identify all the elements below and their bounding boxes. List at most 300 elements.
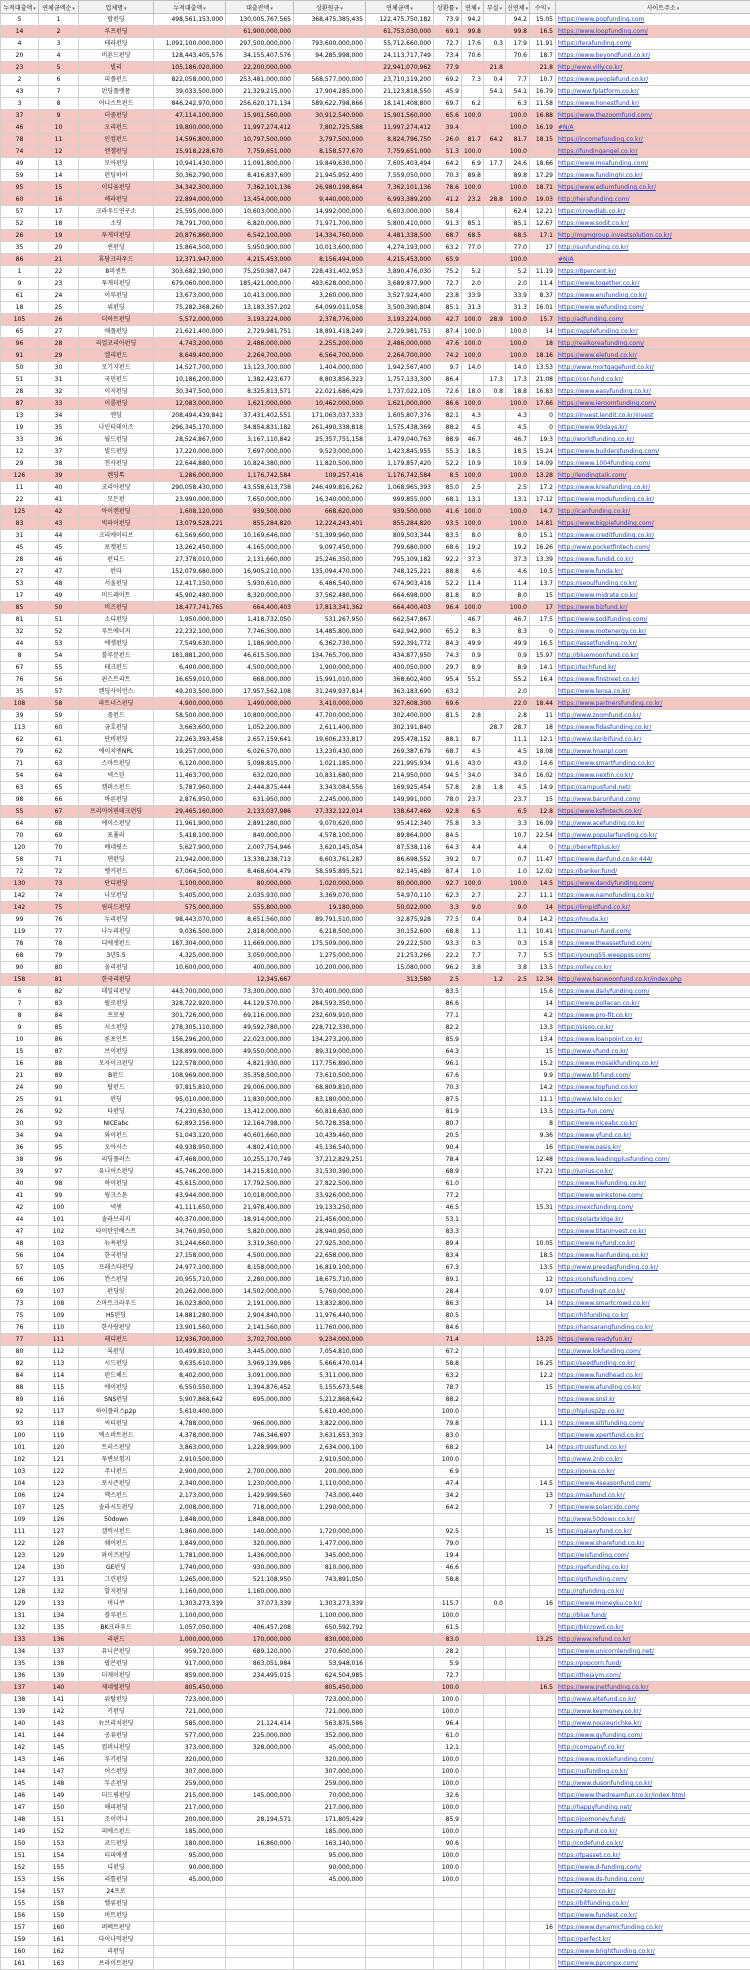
site-link[interactable]: http://worldfunding.co.kr/ [556, 434, 750, 446]
site-link[interactable]: http://www.acefunding.co.kr/ [556, 818, 750, 830]
site-link[interactable]: https://crowdlab.co.kr/ [556, 206, 750, 218]
table-cell [366, 1478, 434, 1490]
site-link[interactable]: http://www.lokfunding.com/ [556, 1346, 750, 1358]
table-cell: 2.8 [462, 710, 484, 722]
site-link[interactable]: https://www.buildersfunding.com/ [556, 446, 750, 458]
site-link[interactable]: https://www.ds-funding.com/ [556, 1874, 750, 1886]
site-link[interactable]: https://cor-fund.co.kr/ [556, 374, 750, 386]
site-link[interactable]: https://wisfunding.com/ [556, 1550, 750, 1562]
site-link[interactable]: https://fundingit.co.kr/ [556, 1286, 750, 1298]
site-link[interactable]: http://www.refund.co.kr/ [556, 1634, 750, 1646]
table-cell [484, 1274, 506, 1286]
site-link[interactable]: https://pifund.co.kr/ [556, 1826, 750, 1838]
site-link[interactable]: https://www.funda.kr/ [556, 566, 750, 578]
table-cell: 22 [1, 494, 39, 506]
table-cell [484, 410, 506, 422]
filter-dropdown-icon[interactable]: ▾ [340, 6, 343, 12]
site-link[interactable]: https://www.fidasfunding.co.kr/ [556, 722, 750, 734]
site-link[interactable]: https://grifunding.com/ [556, 1574, 750, 1586]
table-row [1, 1094, 750, 1106]
table-cell [484, 1010, 506, 1022]
site-link[interactable]: http://www.dusonfunding.co.kr/ [556, 1778, 750, 1790]
site-link[interactable]: https://incomefunding.co.kr/ [556, 134, 750, 146]
table-cell: 15.24 [530, 446, 556, 458]
table-cell [506, 1382, 530, 1394]
site-link[interactable]: https://terafunding.com/ [556, 38, 750, 50]
table-cell: 8,824,796,750 [366, 134, 434, 146]
site-link[interactable]: https://tpasset.co.kr/ [556, 1850, 750, 1862]
table-cell: 521,108,950 [226, 1574, 294, 1586]
site-link[interactable]: https://fundingangel.co.kr/ [556, 146, 750, 158]
table-cell: 19,800,000,000 [154, 122, 226, 134]
site-link[interactable]: https://www.fundid.co.kr/ [556, 554, 750, 566]
table-cell [366, 1322, 434, 1334]
site-link[interactable]: https://www.modufunding.co.kr/ [556, 494, 750, 506]
table-cell: 13.25 [530, 1634, 556, 1646]
site-link[interactable]: https://www.unicornlending.net/ [556, 1646, 750, 1658]
site-link[interactable]: https://www.4seasonfund.com/ [556, 1478, 750, 1490]
table-cell [226, 1862, 294, 1874]
site-link[interactable]: https://seoulfunding.co.kr/ [556, 578, 750, 590]
site-link[interactable]: https://thejaym.com/ [556, 1670, 750, 1682]
table-cell [484, 14, 506, 26]
filter-dropdown-icon[interactable]: ▾ [478, 6, 481, 12]
table-row [1, 266, 750, 278]
site-link[interactable]: https://www.wefunding.com/ [556, 302, 750, 314]
site-link[interactable]: https://campusfund.net/ [556, 782, 750, 794]
site-link[interactable]: https://www.rootenergy.co.kr/ [556, 626, 750, 638]
table-row [1, 1646, 750, 1658]
site-link[interactable]: https://galaxyfund.co.kr/ [556, 1526, 750, 1538]
table-cell: 49,938,950,000 [154, 1142, 226, 1154]
site-link[interactable]: https://www.loopfunding.com/ [556, 26, 750, 38]
site-link[interactable]: https://www.rookiefunding.com/ [556, 1754, 750, 1766]
table-cell: 917,000,000 [154, 1658, 226, 1670]
site-link[interactable]: http://www.barunfund.com/ [556, 794, 750, 806]
table-cell [462, 1790, 484, 1802]
site-link[interactable]: http://www.lelo.co.kr/ [556, 1094, 750, 1106]
site-link[interactable]: https://www.oasis.kr/ [556, 1142, 750, 1154]
table-cell: 핀스트리트 [79, 674, 154, 686]
site-link[interactable]: https://www.fundinghi.co.kr/ [556, 170, 750, 182]
site-link[interactable]: https://www.leadingplusfunding.com/ [556, 1154, 750, 1166]
table-cell: 17,792,500,000 [226, 1178, 294, 1190]
table-cell: 10.7 [506, 830, 530, 842]
table-cell: 3 [1, 98, 39, 110]
site-link[interactable]: http://bluemoonfund.co.kr/ [556, 650, 750, 662]
site-link[interactable]: https://24pro.co.kr/ [556, 1886, 750, 1898]
site-link[interactable]: http://codefund.co.kr/ [556, 1838, 750, 1850]
column-header[interactable] [79, 1, 154, 14]
table-cell: 나인티데이즈 [79, 422, 154, 434]
site-link[interactable]: http://realkoreafunding.com/ [556, 338, 750, 350]
table-cell: 12,164,798,000 [226, 1118, 294, 1130]
site-link[interactable]: https://consfunding.com/ [556, 1274, 750, 1286]
site-link[interactable]: https://www.honestfund.kr/ [556, 98, 750, 110]
site-link[interactable]: https://www.gyfunding.com/ [556, 1730, 750, 1742]
site-link[interactable]: https://www.smartfunding.co.kr/ [556, 758, 750, 770]
site-link[interactable]: https://www.theassetfund.com/ [556, 938, 750, 950]
column-header[interactable] [484, 1, 506, 14]
table-cell: 1,286,000,000 [154, 470, 226, 482]
filter-dropdown-icon[interactable]: ▾ [500, 6, 503, 12]
site-link[interactable]: https://www.fundest.co.kr/ [556, 1910, 750, 1922]
site-link[interactable]: https://www.pro-fit.co.kr/ [556, 1010, 750, 1022]
site-link[interactable]: http://www.fplatform.co.kr/ [556, 86, 750, 98]
table-cell: 소딧 [79, 218, 154, 230]
filter-dropdown-icon[interactable]: ▾ [72, 6, 75, 12]
site-link[interactable]: https://www.niceabc.co.kr/ [556, 1118, 750, 1130]
table-cell: 1,621,000,000 [226, 398, 294, 410]
site-link[interactable]: http://www.villy.co.kr/ [556, 62, 750, 74]
table-cell: 2.5 [506, 482, 530, 494]
table-cell: 0.3 [506, 938, 530, 950]
column-header[interactable] [1, 1, 39, 14]
site-link[interactable]: http://www.eltefund.co.kr/ [556, 1694, 750, 1706]
table-cell [462, 1202, 484, 1214]
filter-dropdown-icon[interactable]: ▾ [270, 6, 273, 12]
table-cell: 12 [530, 1274, 556, 1286]
site-link[interactable]: https://bkcrowd.co.kr/ [556, 1622, 750, 1634]
table-cell: 70.3 [434, 1082, 462, 1094]
site-link[interactable]: https://banker.fund/ [556, 866, 750, 878]
table-cell: 17.3 [484, 374, 506, 386]
site-link[interactable]: https://joona.co.kr/ [556, 1466, 750, 1478]
table-cell: 12,224,243,401 [294, 518, 366, 530]
site-link[interactable]: https://www.solarcido.com/ [556, 1502, 750, 1514]
site-link[interactable]: https://www.danfund.co.kr:444/ [556, 854, 750, 866]
site-link[interactable]: https://applefunding.co.kr/ [556, 326, 750, 338]
site-link[interactable]: http://icanfunding.co.kr/ [556, 506, 750, 518]
table-cell: 22 [39, 266, 79, 278]
site-link[interactable]: https://www.beyondfund.co.kr/ [556, 50, 750, 62]
table-cell: 138 [39, 1658, 79, 1670]
site-link[interactable]: http://mgmgroup.investsolution.co.kr/ [556, 230, 750, 242]
site-link[interactable]: https://olley.co.kr/ [556, 962, 750, 974]
site-link[interactable]: https://www.1004funding.com/ [556, 458, 750, 470]
site-link[interactable]: https://hansarangfunding.co.kr/ [556, 1322, 750, 1334]
table-cell: 134,273,200,000 [294, 1034, 366, 1046]
site-link[interactable]: https://www.peoplefund.co.kr/ [556, 74, 750, 86]
table-row [1, 1178, 750, 1190]
site-link[interactable]: https://h5funding.co.kr/ [556, 1310, 750, 1322]
filter-dropdown-icon[interactable]: ▾ [203, 6, 206, 12]
table-cell: 15.31 [530, 1202, 556, 1214]
site-link[interactable]: https://invest.lendit.co.kr/invest [556, 410, 750, 422]
table-cell: 8 [530, 1118, 556, 1130]
column-header[interactable] [462, 1, 484, 14]
site-link[interactable]: https://popcorn.fund/ [556, 1658, 750, 1670]
site-link[interactable]: https://joomoney.fund/ [556, 1814, 750, 1826]
site-link[interactable]: https://www.d-funding.com/ [556, 1862, 750, 1874]
table-cell: 60,818,630,000 [294, 1106, 366, 1118]
site-link[interactable]: #N/A [556, 122, 750, 134]
filter-dropdown-icon[interactable]: ▾ [525, 6, 528, 12]
table-cell: 109 [1, 1514, 39, 1526]
table-cell: 162 [39, 1946, 79, 1958]
site-link[interactable]: https://techfund.kr/ [556, 662, 750, 674]
table-cell: 809,503,344 [366, 530, 434, 542]
site-link[interactable]: https://young55.weeppss.com/ [556, 950, 750, 962]
column-header[interactable] [154, 1, 226, 14]
site-link[interactable]: http://www.danbifund.co.kr/ [556, 734, 750, 746]
site-link[interactable]: http://junius.co.kr/ [556, 1166, 750, 1178]
column-header[interactable] [294, 1, 366, 14]
table-cell: 댄펀딩 [79, 854, 154, 866]
table-cell: 138,647,469 [366, 806, 434, 818]
table-cell: 34.2 [434, 1490, 462, 1502]
site-link[interactable]: https://solarbridge.kr/ [556, 1214, 750, 1226]
site-link[interactable]: https://hnuda.kr/ [556, 914, 750, 926]
site-link[interactable]: http://adfunding.com/ [556, 314, 750, 326]
site-link[interactable]: https://www.partnersfunding.co.kr/ [556, 698, 750, 710]
site-link[interactable]: http://www.popularfunding.co.kr/ [556, 830, 750, 842]
site-link[interactable]: https://usfunding.co.kr/ [556, 1766, 750, 1778]
table-cell: 10,169,646,000 [226, 530, 294, 542]
site-link[interactable]: https://www.winkstone.com/ [556, 1190, 750, 1202]
site-link[interactable]: https://www.ksfintech.co.kr/ [556, 806, 750, 818]
site-link[interactable]: https://www.snsl.kr [556, 1394, 750, 1406]
table-cell: 82 [1, 1358, 39, 1370]
table-cell: 3,797,500,000 [294, 134, 366, 146]
site-link[interactable]: http://www.presdaqfunding.co.kr/ [556, 1262, 750, 1274]
site-link[interactable]: http://companyf.co.kr/ [556, 1742, 750, 1754]
table-cell: 18,914,000,000 [226, 1214, 294, 1226]
filter-dropdown-icon[interactable]: ▾ [124, 6, 127, 12]
site-link[interactable]: http://www.2nb.co.kr/ [556, 1454, 750, 1466]
table-cell: 캠퍼스펀드 [79, 782, 154, 794]
site-link[interactable]: https://gefunding.co.kr/ [556, 1562, 750, 1574]
table-cell [484, 278, 506, 290]
site-link[interactable]: https://www.sitifunding.com/ [556, 1418, 750, 1430]
table-cell: 26 [39, 314, 79, 326]
site-link[interactable]: http://www.keymoney.co.kr/ [556, 1706, 750, 1718]
table-cell: 105,186,020,000 [154, 62, 226, 74]
site-link[interactable]: https://www.thedreamfun.co.kr/index.html [556, 1790, 750, 1802]
filter-dropdown-icon[interactable]: ▾ [677, 6, 680, 12]
site-link[interactable]: https://www.hanfunding.co.kr/ [556, 1250, 750, 1262]
site-link[interactable]: http://hiplusp2p.co.kr/ [556, 1406, 750, 1418]
table-cell: 129 [39, 1550, 79, 1562]
table-cell: 56 [1, 1250, 39, 1262]
table-cell: 3,193,224,000 [366, 314, 434, 326]
site-link[interactable]: https://www.readyfun.kr/ [556, 1334, 750, 1346]
table-cell: 10.41 [530, 926, 556, 938]
table-cell: 143 [39, 1718, 79, 1730]
table-cell [530, 1790, 556, 1802]
site-link[interactable]: https://limpidfund.co.kr/ [556, 902, 750, 914]
site-link[interactable]: https://www.sodifunding.com/ [556, 614, 750, 626]
site-link[interactable]: https://www.midrate.co.kr/ [556, 590, 750, 602]
site-link[interactable]: http://www.vfund.co.kr/ [556, 1046, 750, 1058]
site-link[interactable]: http://happyfunding.net/ [556, 1802, 750, 1814]
table-cell: 568,577,000,000 [294, 74, 366, 86]
site-link[interactable]: https://www.sodit.co.kr/ [556, 218, 750, 230]
table-cell: 13,832,800,000 [294, 1298, 366, 1310]
site-link[interactable]: https://www.sharefund.co.kr/ [556, 1538, 750, 1550]
table-cell: 327,608,300 [366, 698, 434, 710]
site-link[interactable]: http://www.hnanpl.com [556, 746, 750, 758]
site-link[interactable]: https://www.ppconpx.com/ [556, 1958, 750, 1970]
table-cell: 61.0 [434, 1730, 462, 1742]
table-cell: 에셋펀딩 [79, 638, 154, 650]
site-link[interactable]: http://benefitplus.kr/ [556, 842, 750, 854]
column-header[interactable] [556, 1, 750, 14]
table-cell: 799,680,000 [366, 542, 434, 554]
site-link[interactable]: https://www.smartcrowd.co.kr/ [556, 1298, 750, 1310]
site-link[interactable]: https://www.brightfunding.co.kr/ [556, 1946, 750, 1958]
site-link[interactable]: https://8percent.kr/ [556, 266, 750, 278]
table-cell: 62 [39, 746, 79, 758]
table-cell: 10,797,500,000 [226, 134, 294, 146]
site-link[interactable]: http://www.pocketfintech.com/ [556, 542, 750, 554]
site-link[interactable]: https://www.moneyku.co.kr/ [556, 1598, 750, 1610]
table-cell: 122 [1, 1538, 39, 1550]
site-link[interactable]: https://www.loanpoint.co.kr/ [556, 1034, 750, 1046]
site-link[interactable]: https://www.bizfund.kr/ [556, 602, 750, 614]
site-link[interactable]: https://www.thezoomfund.com/ [556, 110, 750, 122]
table-row [1, 182, 750, 194]
site-link[interactable]: https://www.mosaikfunding.co.kr/ [556, 1058, 750, 1070]
table-cell: BK크라우드 [79, 1622, 154, 1634]
column-header[interactable] [530, 1, 556, 14]
column-header[interactable] [39, 1, 79, 14]
site-link[interactable]: https://ta-fun.com/ [556, 1106, 750, 1118]
site-link[interactable]: http://blue.fund/ [556, 1610, 750, 1622]
table-cell: 45,000,000 [294, 1742, 366, 1754]
site-link[interactable]: https://www.elefund.co.kr/ [556, 350, 750, 362]
table-cell [506, 1922, 530, 1934]
site-link[interactable]: https://www.moafunding.com/ [556, 158, 750, 170]
site-link[interactable]: https://www.afunding.co.kr/ [556, 1382, 750, 1394]
table-cell: 23.7 [506, 794, 530, 806]
table-cell: 12 [1, 446, 39, 458]
table-cell: 8,158,577,670 [294, 146, 366, 158]
site-link[interactable]: https://www.pollacan.co.kr/ [556, 998, 750, 1010]
table-cell: 6,120,000,000 [154, 758, 226, 770]
site-link[interactable]: https://www.yfund.co.kr/ [556, 1130, 750, 1142]
site-link[interactable]: http://www.noureurichke.kr/ [556, 1718, 750, 1730]
column-header[interactable] [226, 1, 294, 14]
table-cell: 6 [1, 986, 39, 998]
filter-dropdown-icon[interactable]: ▾ [455, 6, 458, 12]
site-link[interactable]: https://www.kreafunding.co.kr/ [556, 482, 750, 494]
site-link[interactable]: https://nexcfunding.com/ [556, 1202, 750, 1214]
site-link[interactable]: https://www.ieroomfunding.com/ [556, 398, 750, 410]
site-link[interactable]: https://www.xpertfund.co.kr/ [556, 1430, 750, 1442]
table-cell [462, 1358, 484, 1370]
table-cell: 1,720,000,000 [294, 1526, 366, 1538]
table-cell: 8,320,000,000 [226, 590, 294, 602]
site-link[interactable]: http://www.hanwoonfund.co.kr/index.php [556, 974, 750, 986]
site-link[interactable]: https://www.titaninvest.co.kr/ [556, 1226, 750, 1238]
table-cell [366, 1070, 434, 1082]
site-link[interactable]: http://lendingtalk.com/ [556, 470, 750, 482]
table-cell: 22,200,000,000 [226, 62, 294, 74]
site-link[interactable]: http://herafunding.com/ [556, 194, 750, 206]
table-cell: 13,338,238,713 [226, 854, 294, 866]
site-link[interactable]: http://www.bf-fund.com/ [556, 1070, 750, 1082]
table-cell: 엘리펀드 [79, 350, 154, 362]
site-link[interactable]: https://www.90days.kr/ [556, 422, 750, 434]
site-link[interactable]: https://assetfunding.co.kr/ [556, 638, 750, 650]
site-link[interactable]: http://www.zoomfund.co.kr/ [556, 710, 750, 722]
site-link[interactable]: https://maxfund.co.kr/ [556, 1490, 750, 1502]
table-cell: 2,729,981,751 [226, 326, 294, 338]
table-cell: 95 [1, 182, 39, 194]
site-link[interactable]: https://www.lensa.co.kr/ [556, 686, 750, 698]
site-link[interactable]: https://www.together.co.kr/ [556, 278, 750, 290]
table-cell: 80,000,000 [226, 878, 294, 890]
site-link[interactable]: http://rgfunding.co.kr/ [556, 1586, 750, 1598]
table-cell: 16.5 [530, 1682, 556, 1694]
site-link[interactable]: https://www.dandyfunding.com/ [556, 878, 750, 890]
site-link[interactable]: https://perfect.kr/ [556, 1934, 750, 1946]
site-link[interactable]: https://seedfunding.co.kr/ [556, 1358, 750, 1370]
site-link[interactable]: https://www.creditfunding.co.kr/ [556, 530, 750, 542]
column-header[interactable] [506, 1, 530, 14]
table-cell [484, 206, 506, 218]
table-cell: GE펀딩 [79, 1562, 154, 1574]
site-link[interactable]: https://www.topfund.co.kr/ [556, 1082, 750, 1094]
table-cell [462, 1850, 484, 1862]
site-link[interactable]: http://www.mortgagefund.co.kr/ [556, 362, 750, 374]
site-link[interactable]: https://www.finstreet.co.kr/ [556, 674, 750, 686]
table-cell: 14 [530, 902, 556, 914]
site-link[interactable]: https://www.bigpiefunding.com/ [556, 518, 750, 530]
filter-dropdown-icon[interactable]: ▾ [548, 6, 551, 12]
table-cell: 22,023,000,000 [226, 1034, 294, 1046]
site-link[interactable]: http://sunfunding.co.kr/ [556, 242, 750, 254]
site-link[interactable]: https://www.fundhead.co.kr/ [556, 1370, 750, 1382]
table-cell: 1,179,857,420 [366, 458, 434, 470]
site-link[interactable]: https://www.easyfunding.co.kr/ [556, 386, 750, 398]
filter-dropdown-icon[interactable]: ▾ [410, 6, 413, 12]
table-cell [506, 1034, 530, 1046]
table-cell: 810,000,000 [294, 1562, 366, 1574]
table-cell: 한국펀딩 [79, 1250, 154, 1262]
site-link[interactable]: http://www.50down.co.kr/ [556, 1514, 750, 1526]
site-link[interactable]: https://www.nyfund.co.kr/ [556, 1238, 750, 1250]
table-row [1, 554, 750, 566]
site-link[interactable]: https://www.ediumfunding.co.kr/ [556, 182, 750, 194]
site-link[interactable]: https://www.dynamicfunding.co.kr/ [556, 1922, 750, 1934]
column-header[interactable] [366, 1, 434, 14]
column-header[interactable] [434, 1, 462, 14]
site-link[interactable]: https://www.namofunding.co.kr/ [556, 890, 750, 902]
site-link[interactable]: https://www.dailyfunding.com/ [556, 986, 750, 998]
table-cell: 에이치엔NPL [79, 746, 154, 758]
table-cell: 휴담크라우드 [79, 254, 154, 266]
site-link[interactable]: https://bitfunding.co.kr/ [556, 1898, 750, 1910]
site-link[interactable]: https://www.erufunding.co.kr/ [556, 290, 750, 302]
table-row [1, 1550, 750, 1562]
site-link[interactable]: https://www.hiefunding.co.kr/ [556, 1178, 750, 1190]
site-link[interactable]: https://sisoo.co.kr/ [556, 1022, 750, 1034]
site-link[interactable]: https://trussfund.co.kr/ [556, 1442, 750, 1454]
site-link[interactable]: https://www.popfunding.com [556, 14, 750, 26]
site-link[interactable]: https://nanuri-fund.com/ [556, 926, 750, 938]
table-cell: 하이플러스p2p [79, 1406, 154, 1418]
table-cell [462, 830, 484, 842]
table-row [1, 782, 750, 794]
filter-dropdown-icon[interactable]: ▾ [33, 6, 36, 12]
site-link[interactable]: #N/A [556, 254, 750, 266]
site-link[interactable]: https://www.jnetfunding.co.kr/ [556, 1682, 750, 1694]
site-link[interactable]: https://www.nextin.co.kr/ [556, 770, 750, 782]
table-cell [366, 1934, 434, 1946]
table-cell: 8.0 [462, 590, 484, 602]
